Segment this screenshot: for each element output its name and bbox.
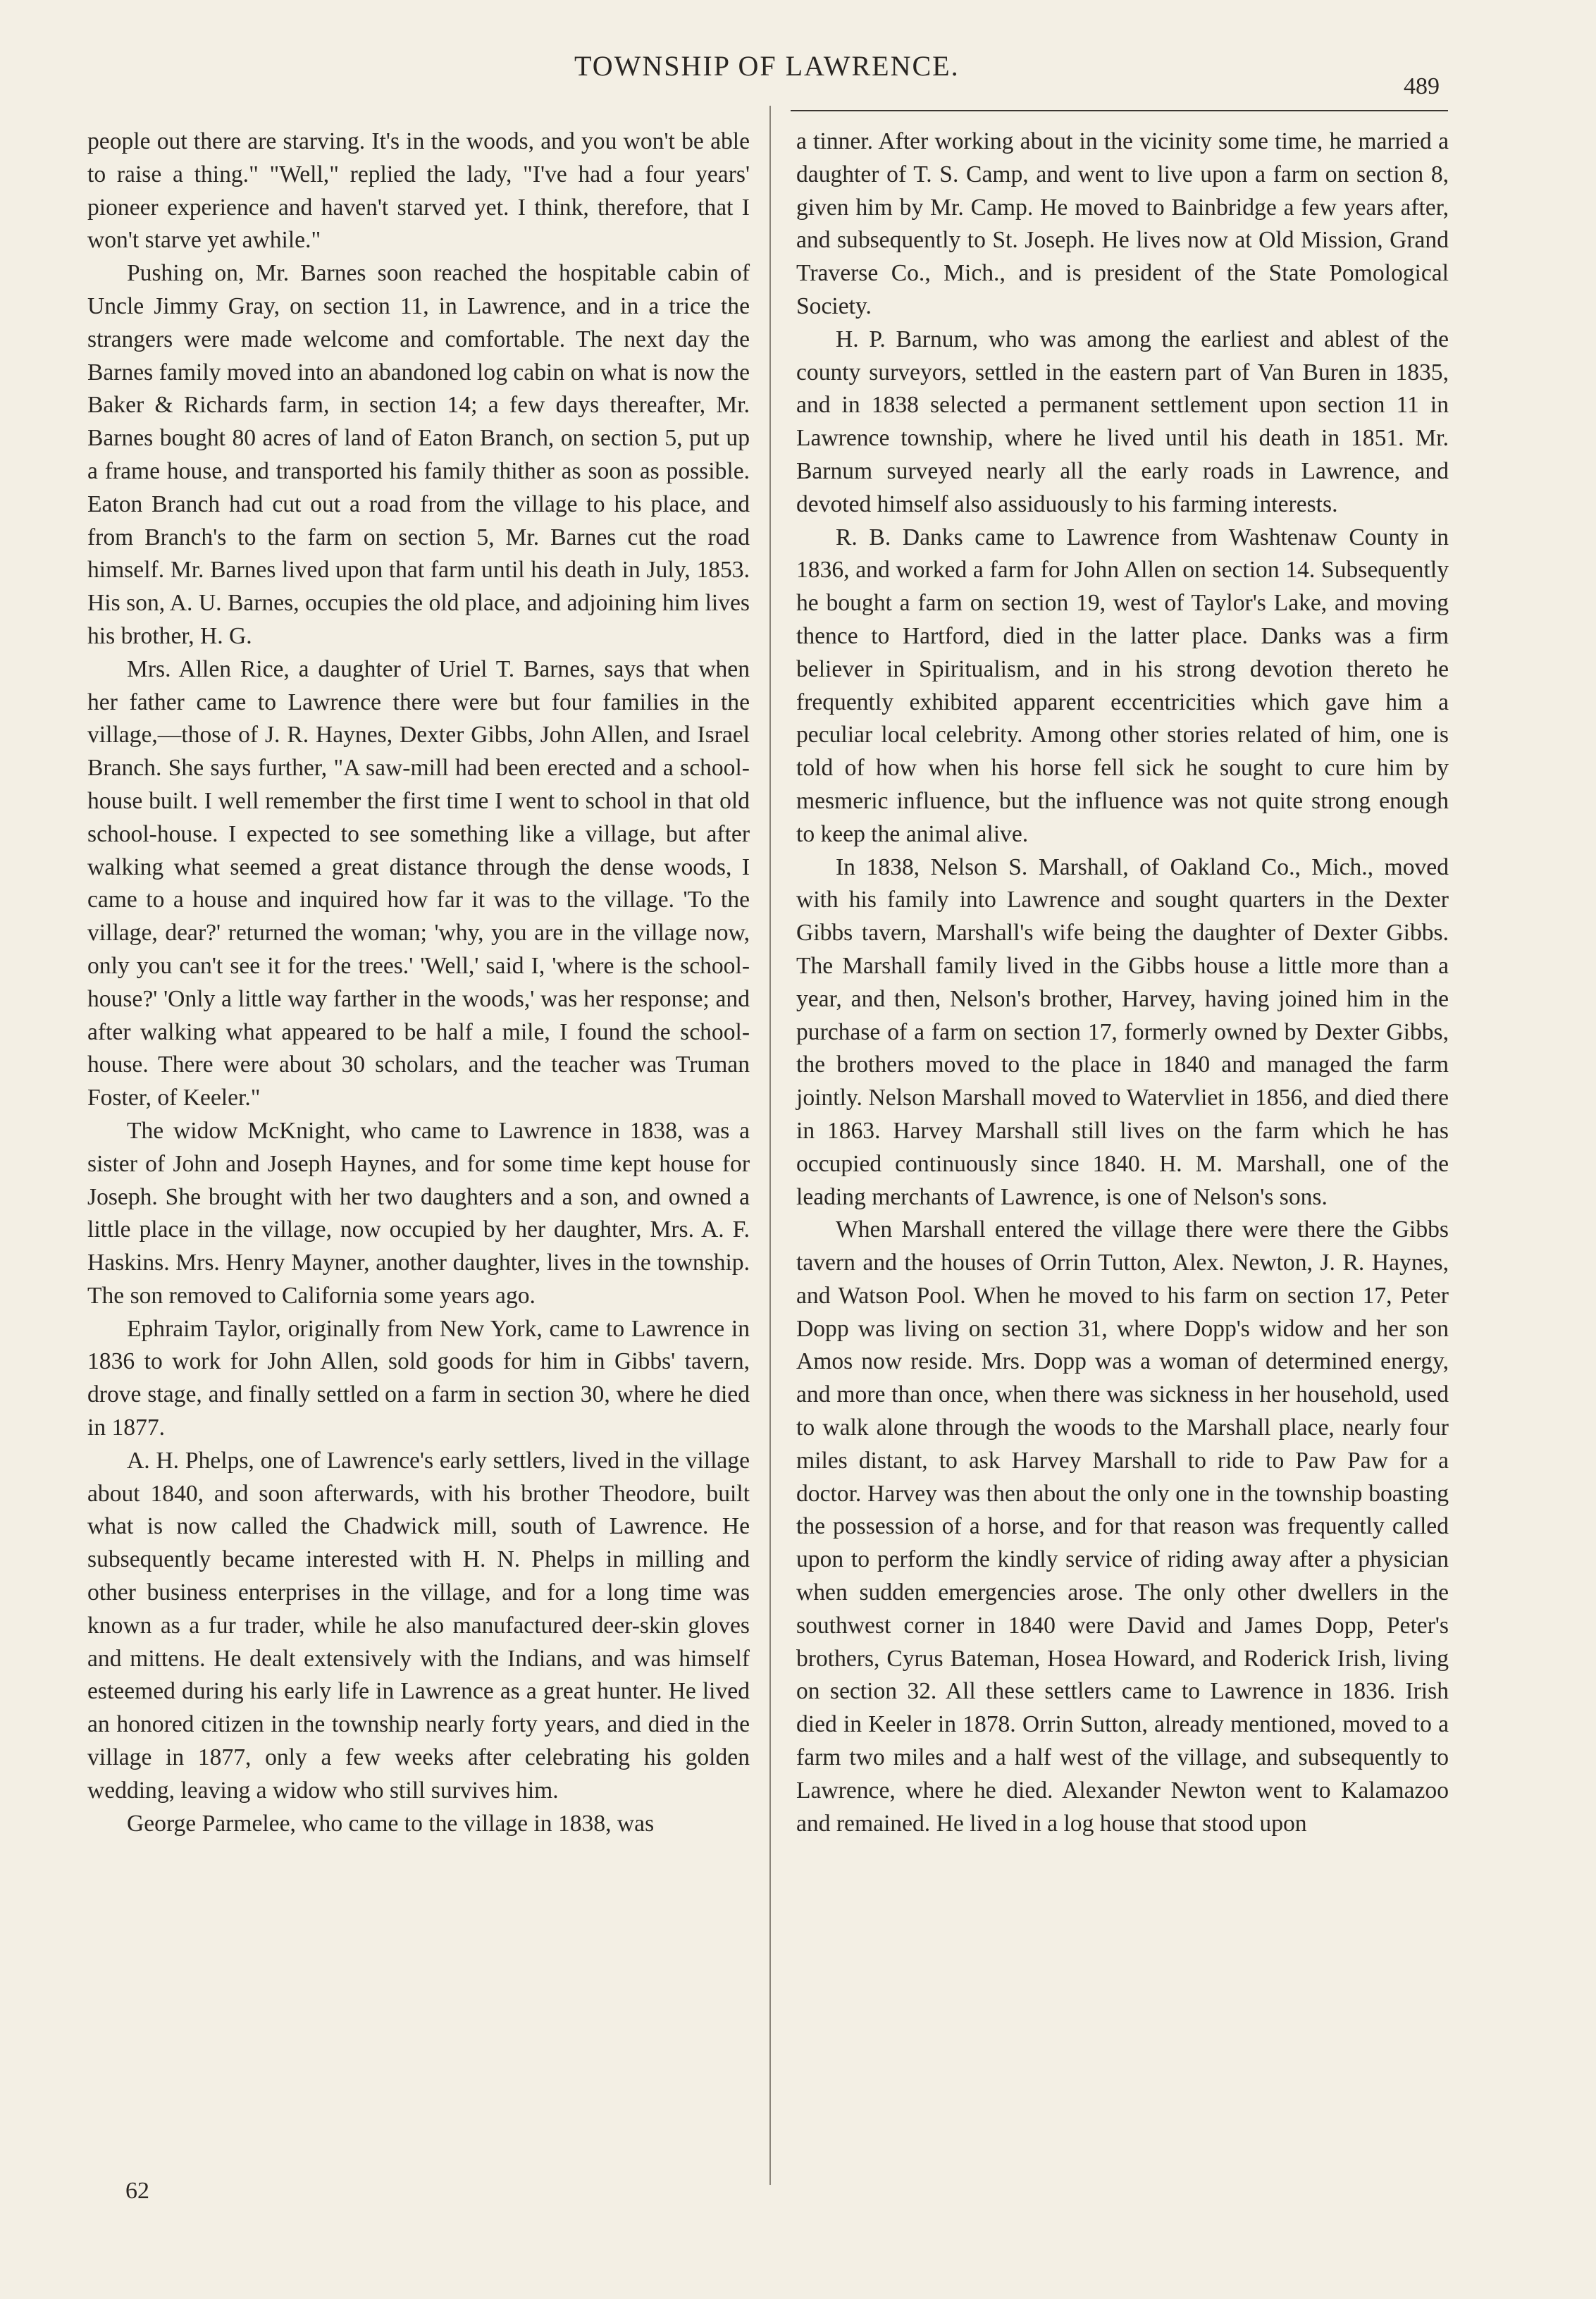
signature-mark: 62 bbox=[125, 2178, 149, 2204]
running-title: TOWNSHIP OF LAWRENCE. bbox=[574, 50, 960, 82]
paragraph: R. B. Danks came to Lawrence from Washtenaw County in 1836, and worked a farm for John Allen on section 14. Subsequently he bought a farm on section 19, west of Taylor's Lake, and moving thence to Hartford, died in the latter place. Danks was a firm believer in Spiritualism, and in his strong devotion thereto he frequently exhibited apparent eccentricities which gave him a peculiar local celebrity. Among other stories related of him, one is told of how when his horse fell sick he sought to cure him by mesmeric influence, but the influence was not quite strong enough to keep the animal alive. bbox=[796, 524, 1449, 847]
right-column bbox=[796, 125, 1449, 1840]
paragraph: George Parmelee, who came to the village in 1838, was bbox=[127, 1810, 655, 1837]
page-header bbox=[0, 49, 1596, 99]
page-number: 489 bbox=[1404, 73, 1440, 99]
paragraph: In 1838, Nelson S. Marshall, of Oakland Co., Mich., moved with his family into Lawrence and sought quarters in the Dexter Gibbs tavern, Marshall's wife being the daughter of Dexter Gibbs. The Marshall family lived in the Gibbs house a little more than a year, and then, Nelson's brother, Harvey, having joined him in the purchase of a farm on section 17, formerly owned by Dexter Gibbs, the brothers moved to the place in 1840 and managed the farm jointly. Nelson Marshall moved to Watervliet in 1856, and died there in 1863. Harvey Marshall still lives on the farm which he has occupied continuously since 1840. H. M. Marshall, one of the leading merchants of Lawrence, is one of Nelson's sons. bbox=[796, 853, 1449, 1210]
paragraph: a tinner. After working about in the vicinity some time, he married a daughter of T. S. Camp, and went to live upon a farm on section 8, given him by Mr. Camp. He moved to Bainbridge a few years after, and subsequently to St. Joseph. He lives now at Old Mission, Grand Traverse Co., Mich., and is president of the State Pomological Society. bbox=[796, 128, 1449, 319]
paragraph: Ephraim Taylor, originally from New York, came to Lawrence in 1836 to work for John Allen, sold goods for him in Gibbs' tavern, drove stage, and finally settled on a farm in section 30, where he died in 1877. bbox=[87, 1315, 750, 1441]
paragraph: When Marshall entered the village there were there the Gibbs tavern and the houses of Orrin Tutton, Alex. Newton, J. R. Haynes, and Watson Pool. When he moved to his farm on section 17, Peter Dopp was living on section 31, where Dopp's widow and her son Amos now reside. Mrs. Dopp was a woman of determined energy, and more than once, when there was sickness in her household, used to walk alone through the woods to the Marshall place, nearly four miles distant, to ask Harvey Marshall to ride to Paw Paw for a doctor. Harvey was then about the only one in the township boasting the possession of a horse, and for that reason was frequently called upon to perform the kindly service of riding away after a physician when sudden emergencies arose. The only other dwellers in the southwest corner in 1840 were David and James Dopp, Peter's brothers, Cyrus Bateman, Hosea Howard, and Roderick Irish, living on section 32. All these settlers came to Lawrence in 1836. Irish died in Keeler in 1878. Orrin Sutton, already mentioned, moved to a farm two miles and a half west of the village, and subsequently to Lawrence, where he died. Alexander Newton went to Kalamazoo and remained. He lived in a log house that stood upon bbox=[796, 1216, 1449, 1837]
paragraph: H. P. Barnum, who was among the earliest and ablest of the county surveyors, settled in the eastern part of Van Buren in 1835, and in 1838 selected a permanent settlement upon section 11 in Lawrence township, where he lived until his death in 1851. Mr. Barnum surveyed nearly all the early roads in Lawrence, and devoted himself also assiduously to his farming interests. bbox=[796, 326, 1449, 517]
paragraph: The widow McKnight, who came to Lawrence in 1838, was a sister of John and Joseph Haynes, and for some time kept house for Joseph. She brought with her two daughters and a son, and owned a little place in the village, now occupied by her daughter, Mrs. A. F. Haskins. Mrs. Henry Mayner, another daughter, lives in the township. The son removed to California some years ago. bbox=[87, 1117, 750, 1309]
header-rule bbox=[791, 110, 1448, 111]
paragraph: Pushing on, Mr. Barnes soon reached the hospitable cabin of Uncle Jimmy Gray, on section 11, in Lawrence, and in a trice the strangers were made welcome and comfortable. The next day the Barnes family moved into an abandoned log cabin on what is now the Baker & Richards farm, in section 14; a few days thereafter, Mr. Barnes bought 80 acres of land of Eaton Branch, on section 5, put up a frame house, and transported his family thither as soon as possible. Eaton Branch had cut out a road from the village to his place, and from Branch's to the farm on section 5, Mr. Barnes cut the road himself. Mr. Barnes lived upon that farm until his death in July, 1853. His son, A. U. Barnes, occupies the old place, and adjoining him lives his brother, H. G. bbox=[87, 260, 750, 649]
left-column bbox=[87, 125, 750, 1840]
paragraph: Mrs. Allen Rice, a daughter of Uriel T. Barnes, says that when her father came to Lawrence there were but four families in the village,—those of J. R. Haynes, Dexter Gibbs, John Allen, and Israel Branch. She says further, "A saw-mill had been erected and a school-house built. I well remember the first time I went to school in that old school-house. I expected to see something like a village, but after walking what seemed a great distance through the dense woods, I came to a house and inquired how far it was to the village. 'To the village, dear?' returned the woman; 'why, you are in the village now, only you can't see it for the trees.' 'Well,' said I, 'where is the schoolhouse?' 'Only a little way farther in the woods,' was her response; and after walking what appeared to be half a mile, I found the school-house. There were about 30 scholars, and the teacher was Truman Foster, of Keeler." bbox=[87, 655, 750, 1111]
paragraph: A. H. Phelps, one of Lawrence's early settlers, lived in the village about 1840, and soon afterwards, with his brother Theodore, built what is now called the Chadwick mill, south of Lawrence. He subsequently became interested with H. N. Phelps in milling and other business enterprises in the village, and for a long time was known as a fur trader, while he also manufactured deer-skin gloves and mittens. He dealt extensively with the Indians, and was himself esteemed during his early life in Lawrence as a great hunter. He lived an honored citizen in the township nearly forty years, and died in the village in 1877, only a few weeks after celebrating his golden wedding, leaving a widow who still survives him. bbox=[87, 1447, 750, 1804]
column-divider bbox=[769, 106, 771, 2185]
paragraph: people out there are starving. It's in the woods, and you won't be able to raise a thing." "Well," replied the lady, "I've had a four years' pioneer experience and haven't starved yet. I think, therefore, that I won't starve yet awhile." bbox=[87, 128, 750, 254]
